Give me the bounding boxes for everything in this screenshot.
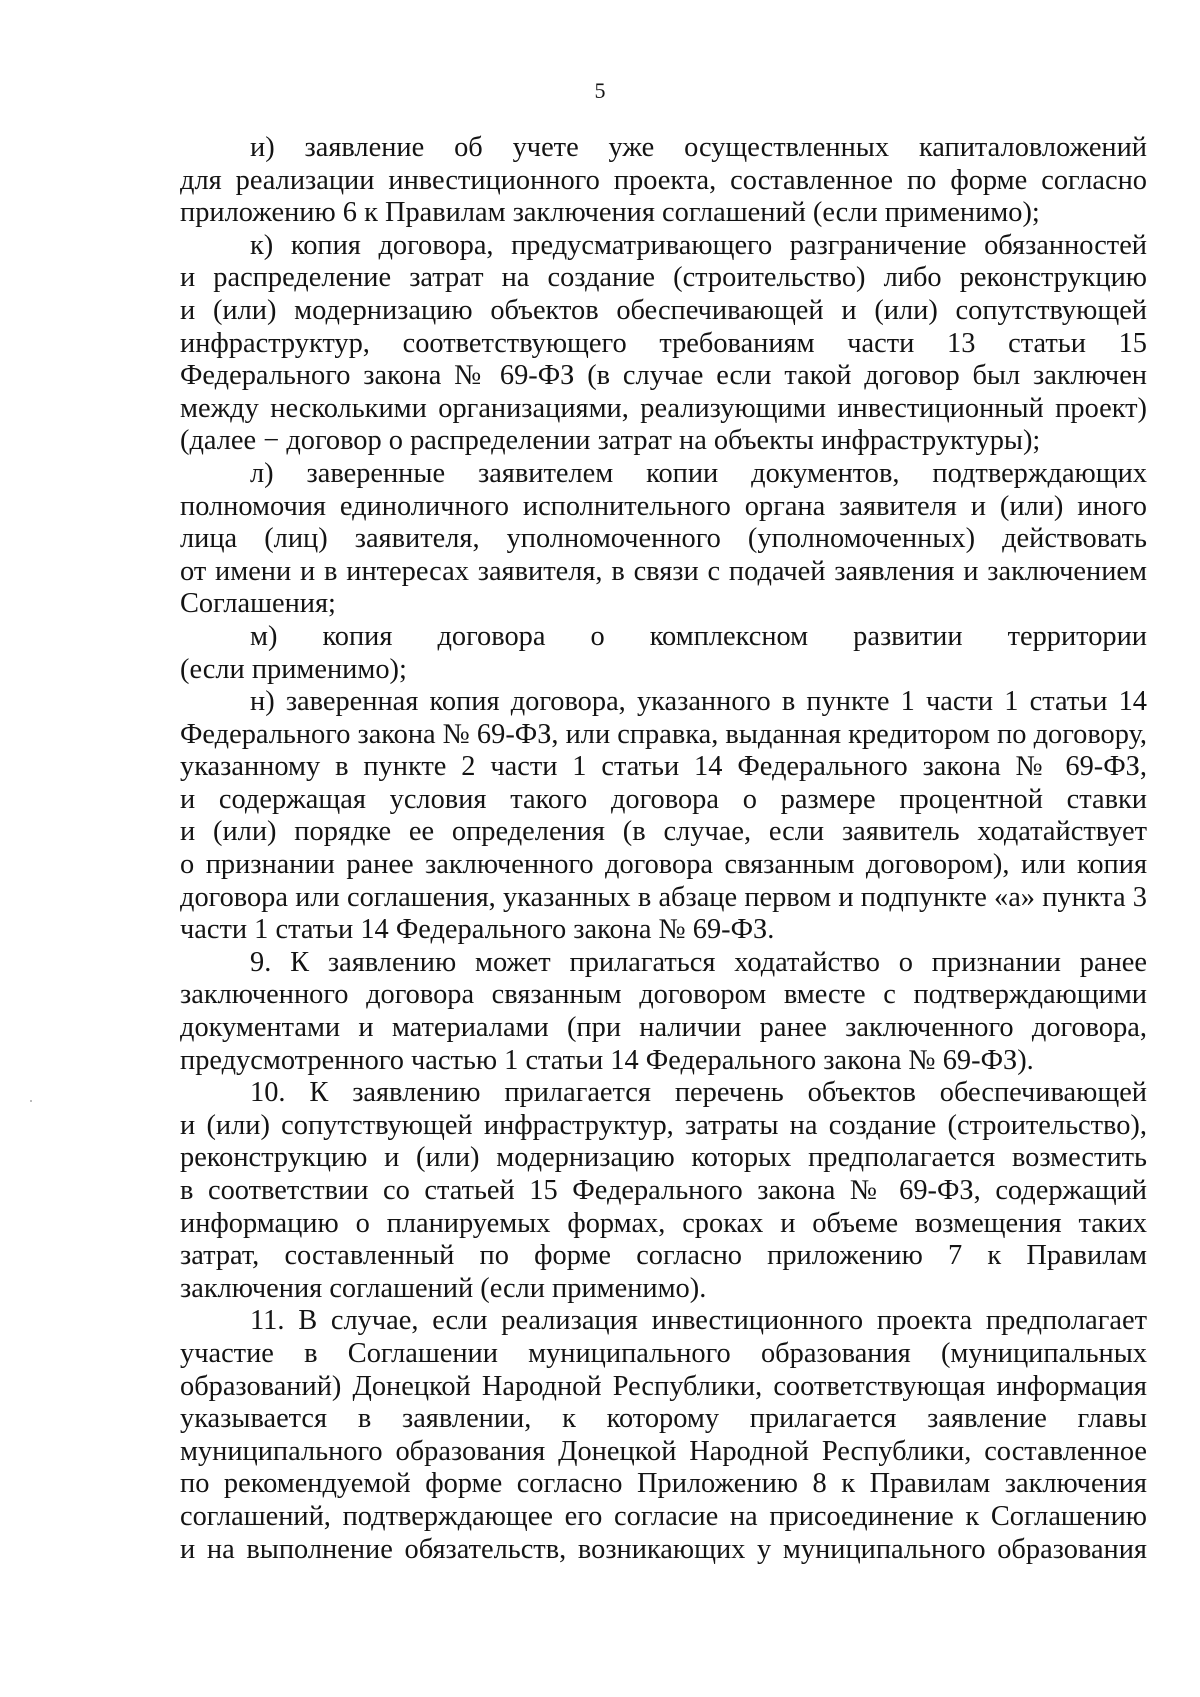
text-line: 9. К заявлению может прилагаться ходатайство о признании ранее xyxy=(250,946,1147,978)
paragraph xyxy=(180,947,1147,1077)
text-line: (если применимо); xyxy=(180,653,407,685)
text-line: договора или соглашения, указанных в абзаце первом и подпункте «а» пункта 3 xyxy=(180,881,1147,913)
text-line: образований) Донецкой Народной Республики, соответствующая информация xyxy=(180,1370,1147,1402)
text-line: участие в Соглашении муниципального образования (муниципальных xyxy=(180,1337,1147,1369)
text-line: указанному в пункте 2 части 1 статьи 14 Федерального закона № 69-ФЗ, xyxy=(180,751,1147,783)
text-line: м) копия договора о комплексном развитии территории xyxy=(250,620,1147,652)
text-line: (далее − договор о распределении затрат на объекты инфраструктуры); xyxy=(180,425,1041,457)
paragraph xyxy=(180,621,1147,686)
paragraph xyxy=(180,686,1147,947)
text-line: лица (лиц) заявителя, уполномоченного (уполномоченных) действовать xyxy=(180,523,1147,555)
text-line: и (или) порядке ее определения (в случае, если заявитель ходатайствует xyxy=(180,816,1147,848)
text-line: заключения соглашений (если применимо). xyxy=(180,1272,707,1304)
text-line: н) заверенная копия договора, указанного в пункте 1 части 1 статьи 14 xyxy=(250,686,1147,718)
text-line: муниципального образования Донецкой Народной Республики, составленное xyxy=(180,1435,1147,1467)
text-line: затрат, составленный по форме согласно приложению 7 к Правилам xyxy=(180,1240,1147,1272)
text-line: в соответствии со статьей 15 Федерального закона № 69-ФЗ, содержащий xyxy=(180,1175,1147,1206)
text-line: соглашений, подтверждающее его согласие на присоединение к Соглашению xyxy=(180,1500,1147,1532)
text-line: предусмотренного частью 1 статьи 14 Федерального закона № 69-ФЗ). xyxy=(180,1044,1034,1076)
text-line: для реализации инвестиционного проекта, составленное по форме согласно xyxy=(180,164,1147,196)
paragraph xyxy=(180,230,1147,458)
text-line: между несколькими организациями, реализующими инвестиционный проект) xyxy=(180,392,1147,424)
text-line: указывается в заявлении, к которому прилагается заявление главы xyxy=(180,1403,1147,1435)
paragraph xyxy=(180,1305,1147,1566)
page-number: 5 xyxy=(594,78,606,103)
text-line: и) заявление об учете уже осуществленных капиталовложений xyxy=(250,132,1147,163)
text-line: полномочия единоличного исполнительного органа заявителя и (или) иного xyxy=(180,490,1147,522)
text-line: Федерального закона № 69-ФЗ, или справка, выданная кредитором по договору, xyxy=(180,718,1148,750)
text-line: и распределение затрат на создание (строительство) либо реконструкцию xyxy=(180,262,1147,294)
text-line: о признании ранее заключенного договора связанным договором), или копия xyxy=(180,849,1147,881)
text-line: инфраструктур, соответствующего требованиям части 13 статьи 15 xyxy=(180,327,1147,359)
text-line: и (или) модернизацию объектов обеспечивающей и (или) сопутствующей xyxy=(180,294,1147,326)
text-line: документами и материалами (при наличии ранее заключенного договора, xyxy=(180,1012,1147,1044)
text-line: по рекомендуемой форме согласно Приложению 8 к Правилам заключения xyxy=(180,1468,1147,1500)
text-line: к) копия договора, предусматривающего разграничение обязанностей xyxy=(250,229,1147,261)
paragraph xyxy=(180,458,1147,621)
document-body xyxy=(180,132,1147,1566)
text-line: приложению 6 к Правилам заключения соглашений (если применимо); xyxy=(180,197,1040,229)
text-line: от имени и в интересах заявителя, в связи с подачей заявления и заключением xyxy=(180,555,1147,587)
scan-speck xyxy=(30,1100,32,1102)
text-line: реконструкцию и (или) модернизацию которых предполагается возместить xyxy=(180,1142,1147,1174)
text-line: информацию о планируемых формах, сроках и объеме возмещения таких xyxy=(180,1207,1147,1239)
text-line: л) заверенные заявителем копии документов, подтверждающих xyxy=(250,457,1147,489)
text-line: и на выполнение обязательств, возникающих у муниципального образования xyxy=(180,1533,1147,1565)
text-line: и содержащая условия такого договора о размере процентной ставки xyxy=(180,783,1147,815)
text-line: 11. В случае, если реализация инвестиционного проекта предполагает xyxy=(250,1305,1147,1337)
text-line: Соглашения; xyxy=(180,588,336,620)
text-line: Федерального закона № 69-ФЗ (в случае если такой договор был заключен xyxy=(180,360,1147,392)
text-line: 10. К заявлению прилагается перечень объектов обеспечивающей xyxy=(250,1077,1147,1109)
paragraph xyxy=(180,1077,1147,1305)
text-line: части 1 статьи 14 Федерального закона № 69-ФЗ. xyxy=(180,914,775,946)
text-line: заключенного договора связанным договором вместе с подтверждающими xyxy=(180,979,1147,1011)
text-line: и (или) сопутствующей инфраструктур, затраты на создание (строительство), xyxy=(180,1109,1147,1141)
paragraph xyxy=(180,132,1147,230)
